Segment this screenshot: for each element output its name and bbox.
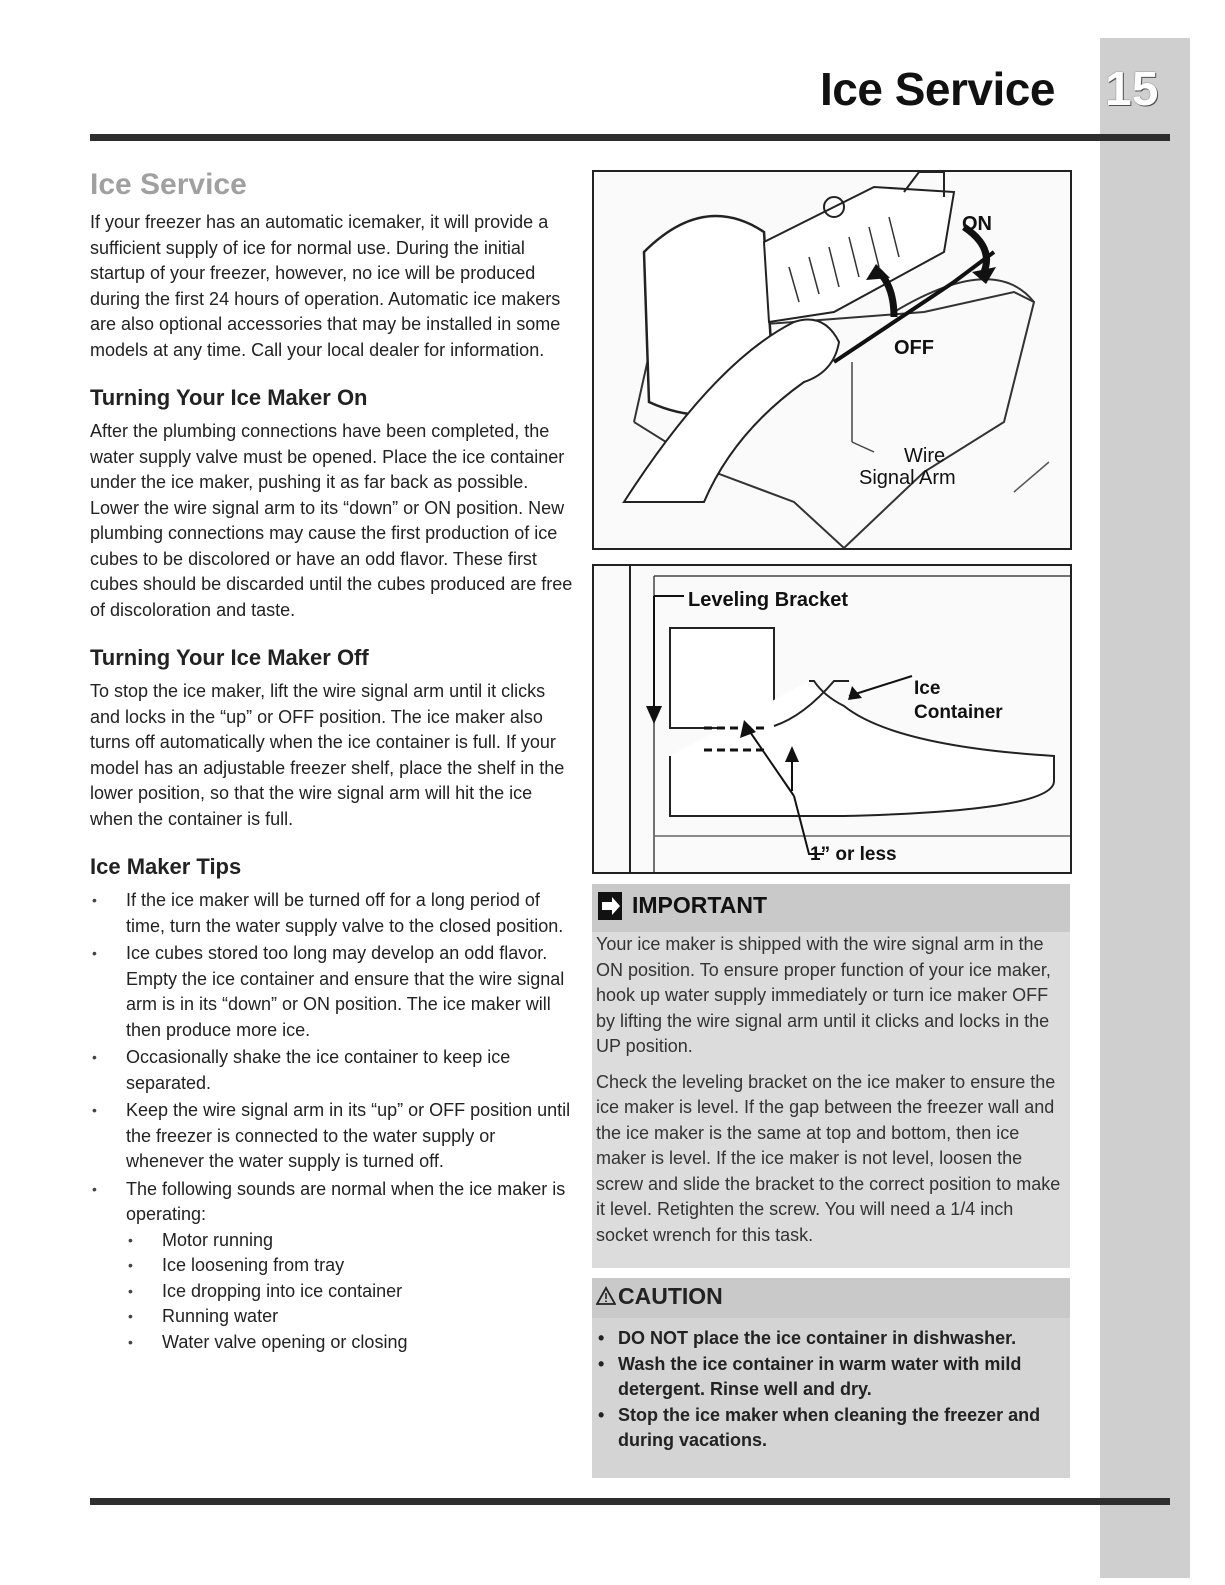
page-header-title: Ice Service (820, 63, 1055, 115)
turning-on-heading: Turning Your Ice Maker On (90, 385, 368, 410)
tip-item: • Occasionally shake the ice container to keep ice separated. (90, 1045, 575, 1096)
turning-on-paragraph: After the plumbing connections have been completed, the water supply valve must be opened. Place the ice container under the ice maker, pushing it as far back as possible. Lower the wire signal arm to its “down” or ON position. New plumbing connections may cause the first production of ice cubes to be discolored or have an odd flavor. These first cubes should be discarded until the cubes produced are free of discoloration and taste. (90, 421, 573, 620)
tip-item: • Ice cubes stored too long may develop an odd flavor. Empty the ice container and ensure that the wire signal arm is in its “down” or ON position. The ice maker will then produce more ice. (90, 941, 575, 1043)
turning-off-heading: Turning Your Ice Maker Off (90, 645, 369, 670)
on-label: ON (962, 213, 992, 235)
ice-maker-drawing (594, 172, 1070, 548)
footer-rule (90, 1498, 1170, 1505)
caution-item: • Wash the ice container in warm water with mild detergent. Rinse well and dry. (596, 1352, 1066, 1403)
wire-label: Wire (904, 445, 946, 467)
sound-item: • Motor running (126, 1228, 575, 1254)
tip-item-sounds (90, 1177, 575, 1356)
important-arrow-icon (598, 892, 622, 920)
caution-item: • Stop the ice maker when cleaning the freezer and during vacations. (596, 1403, 1066, 1454)
sound-item: • Ice loosening from tray (126, 1253, 575, 1279)
important-paragraph: Your ice maker is shipped with the wire signal arm in the ON position. To ensure proper function of your ice maker, hook up water supply immediately or turn ice maker OFF by lifting the wire signal arm until it clicks and locks in the UP position. (596, 934, 1051, 1056)
tip-item-text: The following sounds are normal when the ice maker is operating: (126, 1178, 566, 1224)
intro-paragraph: If your freezer has an automatic icemaker, it will provide a sufficient supply of ice for normal use. During the initial startup of your freezer, however, no ice will be produced during the first 24 hours of operation. Automatic ice makers are also optional accessories that may be installed in some models at any time. Call your local dealer for information. (90, 212, 561, 360)
important-body (592, 932, 1070, 1268)
caution-list (592, 1318, 1070, 1454)
leveling-bracket-label: Leveling Bracket (688, 589, 849, 611)
warning-triangle-icon (596, 1286, 616, 1311)
ice-maker-illustration (592, 170, 1072, 550)
sound-item: • Water valve opening or closing (126, 1330, 575, 1356)
caution-header (592, 1278, 1070, 1318)
tips-list (90, 888, 575, 1355)
sounds-list (126, 1228, 575, 1356)
caution-label: CAUTION (618, 1283, 723, 1309)
sound-item: • Running water (126, 1304, 575, 1330)
important-header (592, 884, 1070, 932)
caution-item: • DO NOT place the ice container in dishwasher. (596, 1326, 1066, 1352)
leveling-bracket-illustration (592, 564, 1072, 874)
caution-body (592, 1318, 1070, 1478)
main-text-column (90, 168, 575, 1357)
ice-label: Ice (914, 678, 941, 699)
important-label: IMPORTANT (632, 892, 768, 918)
signal-arm-label: Signal Arm (859, 467, 956, 489)
leveling-bracket-drawing (594, 566, 1070, 872)
page-number: 15 (1105, 63, 1159, 116)
important-paragraph: Check the leveling bracket on the ice maker to ensure the ice maker is level. If the gap between the freezer wall and the ice maker is the same at top and bottom, then ice maker is level. If the ice maker is not level, loosen the screw and slide the bracket to the correct position to make it level. Retighten the screw. You will need a 1/4 inch socket wrench for this task. (596, 1071, 1061, 1245)
tip-item: • If the ice maker will be turned off for a long period of time, turn the water supply valve to the closed position. (90, 888, 575, 939)
container-label: Container (914, 702, 1003, 723)
page-side-tab (1100, 38, 1190, 1578)
header-rule (90, 134, 1170, 141)
turning-off-paragraph: To stop the ice maker, lift the wire signal arm until it clicks and locks in the “up” or OFF position. The ice maker also turns off automatically when the ice container is full. If your model has an adjustable freezer shelf, place the shelf in the lower position, so that the wire signal arm will hit the ice when the container is full. (90, 681, 565, 829)
tips-heading: Ice Maker Tips (90, 854, 242, 879)
off-label: OFF (894, 337, 934, 359)
sound-item: • Ice dropping into ice container (126, 1279, 575, 1305)
section-title: Ice Service (90, 168, 247, 201)
gap-label: 1” or less (810, 844, 897, 865)
tip-item: • Keep the wire signal arm in its “up” or OFF position until the freezer is connected to the water supply or whenever the water supply is turned off. (90, 1098, 575, 1175)
